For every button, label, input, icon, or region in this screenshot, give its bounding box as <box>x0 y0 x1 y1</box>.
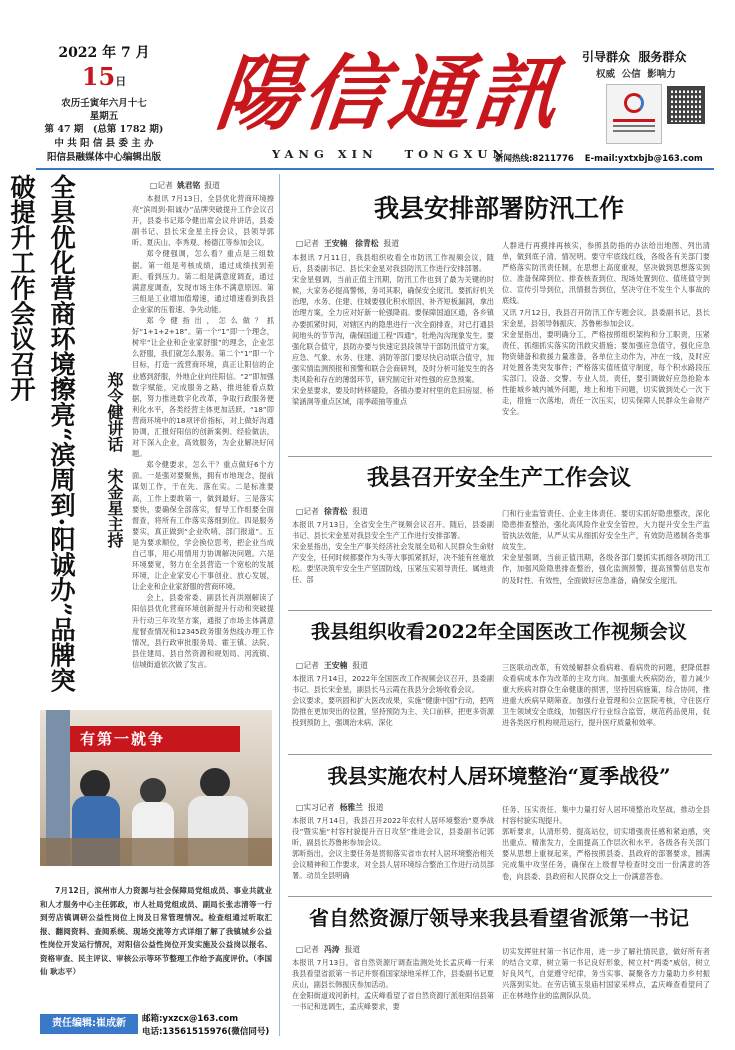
editor-phone: 电话:13561515976(微信同号) <box>142 1027 270 1037</box>
masthead-divider <box>36 168 714 170</box>
article-headline-rural: 我县实施农村人居环境整治“夏季战役” <box>327 764 671 788</box>
photo-caption: 7月12日，滨州市人力资源与社会保障局党组成员、事业共就业和人才服务中心主任郭政，市人社局党组成员、副局长张志清等一行到劳店镇调研公益性岗位上岗及日常管理情况。检查组通过听取汇报、翻阅资料、查阅系统、现场交流等方式详细了解了我镇城乡公益性岗位开发运行情况，对阳信公益性岗位开发实施及公益岗以报名、资格审查、民主评议、审核公示等环节整理工作给予高度评价。（李国仙 耿志平） <box>40 886 272 976</box>
article-byline: □记者 王安楠 徐青松 报道 <box>296 239 400 248</box>
lead-byline: □记者 姚君铭 报道 <box>150 181 220 190</box>
article-byline: □记者 徐青松 报道 <box>296 507 368 516</box>
slogan-secondary: 权威 公信 影响力 <box>596 69 676 80</box>
article-column: 三医联动改革，有效缓解群众看病难、看病贵的问题，把降低群众看病成本作为改革的主攻方向。加强重大疾病防治，着力减少重大疾病对群众生命健康的损害，坚持因病施策，综合协同，推进重大疾病早期筛查。加强行业管理和公立医院考核，守住医疗卫生领域安全底线，加强医疗行业综合监管，规范药品使用，促进各类医疗机构规范运行，提升医疗质量和效率。 <box>502 663 710 728</box>
issue-number: 第 47 期 (总第 1782 期) <box>44 124 164 135</box>
section-divider <box>288 896 712 897</box>
article-column: 任务、压实责任、集中力量打好人居环境整治攻坚战，推动全县村容村貌实现提升。 郭昕要求，认清形势、提高站位，切实增强责任感和紧迫感，突出重点、精准发力，全面提高工作层次和水平。各级各有关部门要从思想上重视起来，严格按照县委、县政府的部署要求，圆满完成集中攻坚任务，确保在上级督导检查时交出一份满意的答卷，向县委、县政府和人民群众交上一份满意答卷。 <box>502 805 710 881</box>
newspaper-title: 陽信通訊 <box>211 46 567 142</box>
article-byline: □实习记者 杨雅兰 报道 <box>296 803 384 812</box>
news-photo <box>40 710 272 866</box>
section-divider <box>288 754 712 755</box>
article-column: 本报讯 7月13日，全省安全生产视频会议召开。随后，县委副书记、县长宋金星对我县安全生产工作进行安排部署。 宋金星指出，安全生产事关经济社会发展全局和人民群众生命财产安全，任何时候都要作为头等大事抓紧抓好，决不能有丝毫放松。要坚决筑牢安全生产坚固防线，压紧压实领导责任、属地责任、部 <box>292 520 494 585</box>
article-headline-medical: 我县组织收看2022年全国医改工作视频会议 <box>311 621 687 643</box>
masthead-date-block <box>42 44 166 165</box>
sponsor: 中 共 阳 信 县 委 主 办 <box>54 138 154 149</box>
article-headline-safety: 我县召开安全生产工作会议 <box>366 465 631 491</box>
section-divider <box>288 610 712 611</box>
photo-banner: 有第一就争 <box>70 726 240 752</box>
publisher: 阳信县融媒体中心编辑出版 <box>46 152 161 163</box>
article-column: 本报讯 7月11日，我县组织收看全市防汛工作视频会议，随后，县委副书记、县长宋金星对我县防汛工作进行安排部署。 宋金星强调，当前正值主汛期，防汛工作也到了最为关键的时候，大家务必提高警惕，务司其职，确保安全度汛。要抓好机关治理，水务、住建、住城要强化积水原因，补齐短板漏洞，拿出治理方案，全力应对好新一轮强降雨。要保障国道区通，各乡镇办要抓紧时间，对辖区内的隐患进行一次全面排查，对已打通县间地头的节节沟，确保国道工程“四通”，牡绝沟沟现象发生。要强化联合值守，县防办要与快速定县段领导干部防汛值守方案，应急、气象、水务、住建、消防等部门要尽快启动联合值守，加强实情监测预报和预警和联合会商研判，及时分析可能发生的各类风险和存在的薄弱环节，研究制定针对性强的应急预案。 宋金星要求，要及时转移避险，各镇办要对村里的危旧房屋、桥梁涵洞等重点区域，雨季疏抽等重点 <box>292 253 494 407</box>
article-column: 本报讯 7月13日，省自然资源厅调查监测处处长孟庆峰一行来我县看望省派第一书记并察看国家绿地采样工作，县委副书记夏庆山，副县长韩振庆参加活动。 在金阳街道戏河新村，孟庆峰看望了省自然资源厅派驻阳信县第一书记和选调生，孟庆峰要求，要 <box>292 958 494 1012</box>
lead-headline: 全县优化营商环境擦亮“滨周到·阳诚办”品牌突破提升工作会议召开 <box>7 174 77 693</box>
news-email: E-mail:yxtxbjb@163.com <box>584 154 703 164</box>
editor-box <box>40 1014 138 1034</box>
article-headline-flood: 我县安排部署防汛工作 <box>373 194 624 223</box>
editor-name: 崔成新 <box>96 1018 126 1029</box>
lead-paragraph: 会上，县委常委、副县长肖洪刚解读了阳信县优化营商环境创新提升行动和突破提升行动三年攻坚方案，通报了市场主体满意度督查情况和12345政务服务热线办理工作情况，县行政审批服务局、霍王镇、法院、县住建局、县自然资源和规划局、河流镇、信城街道依次做了发言。 <box>132 593 274 669</box>
lead-speakers: 郑令健讲话 宋金星主持 <box>105 372 124 548</box>
lead-paragraph: 本报讯 7月13日，全县优化营商环境擦亮“滨周到·阳诚办”品牌突破提升工作会议召开，县委书记郑令健出席会议并讲话，县委副书记、县长宋金星主持会议，县领导郭昕、夏庆山、李秀观、杨德江等参加会议。 <box>132 194 274 248</box>
weekday: 星期五 <box>89 111 119 122</box>
lead-paragraph: 郑令健要求，怎么干？重点做好6个方面。一是强对要聚焦，拥有市地现念，提前谋划工作，干在先、落在实。二是标准要高，工作上要敢第一，做到最好。三是落实要快，要确保全部落实，督导工作组要全面督查，将所有工作落实落细到位。四是服务要实，真正做到“企业吹哨、部门报道”。五是为要求顺位，学会换位思考，把企业当成自己事，用心用情用力协调解决问题。六是环境要宽，努力在全县营造一个宽松的发展环境，让企业家安心干事创业、放心发展，让企业和企业家舒服的营商环境。 <box>132 460 274 592</box>
lead-paragraph: 郑令健指出，怎么做？抓好“1+1+2+18”。第一个“1”即一个理念，树牢“让企业和企业家舒服”的理念，企业怎么舒服，我们就怎么服务。第二个“1”即一个目标，打造一流营商环境，真正让阳信的企业感到舒服，外地企业向往阳信。“2”即加强数字赋能，完成服务之路，推进能看点数据，努力推进数字化改革，争取行政服务便利化水平，各类经营主体更加活跃。“18”即营商环境中的18项评价指标，对上做好沟通协调，汇报好阳信的创新案例、经验做法，对下深入企业，高效服务，为企业解决好问题。 <box>132 316 274 459</box>
lead-paragraph: 郑令健强调，怎么看？重点是三组数据。第一组是考核成绩，通过成绩找到差距、看到压力。第二组是满意度调查，通过满意度调查，发现市场主体不满意原因。第三组是工业增加值增速，通过增速看到我县企业家的压着速、争先动能。 <box>132 249 274 314</box>
article-column: 人群进行再摸排再核实，参照县防指的办法给出地图、列出清单，做到底子清、情况明。要守牢底线红线，各级各有关部门要严格落实防汛责任制，在思想上高度重视，坚决做到思想落实到位、准备保障到位、排查核查到位、现场处置到位、值班值守到位、宣传引导到位，汛情报告到位，坚决守住不发生个人事故的底线。 又讯 7月12日，我县召开防汛工作专题会议，县委副书记、县长宋金星，县领导韩振庆、苏鲁彬参加会议。 宋金星指出，要明确分工，严格按照组织架构和分工职责，压紧责任，抓细抓实落实防汛救灾措施；要加强应急值守，强化应急物资储备和救援力量准备，各单位主动作为，冲在一线，及时应对处置各类突发事件；严格落实值班值守制度，每个积水路段压实部门、设备、交警、专业人员、责任，要引调做好应急抢险本性能城乡城内城外问题，地上和地下问题，切实做到处心一次下走，措施一次落地，责任一次压实，切实保障人民群众生命财产安全。 <box>502 241 710 417</box>
section-divider <box>288 456 712 457</box>
lead-body <box>132 193 274 698</box>
newspaper-pinyin: YANG XIN TONGXUN <box>272 147 508 161</box>
date-year-month: 2022 年 7 月 <box>58 45 150 61</box>
lead-column-divider <box>279 174 280 1036</box>
article-column: 切实发挥驻村第一书记作用，进一步了解社情民意，做好所有者的结合文章，树立第一书记良好形象，树立村“两委”威信，树立好良风气，自觉遵守纪律，务当实事、凝聚各方力量助力乡村振兴落到实处。在劳店镇玉泉庙村国家采样点，孟庆峰查看望问了正在林地作业的监测队队员。 <box>502 947 710 1001</box>
article-column: 门和行业监管责任、企业主体责任。要切实抓好隐患整改，深化隐患排查整治，强化高风险作业安全管控，大力提升安全生产监管执法效能，从严从实从细抓好安全生产，有效防范遏制各类事故发生。 宋金星强调，当前正值汛期，各级各部门要抓实抓细各项防汛工作，加强风险隐患排查整治，强化监测预警，提高预警信息发布的及时性、有效性，全面做好应急准备，确保安全度汛。 <box>502 509 710 585</box>
lead-byline-names: 姚君铭 <box>176 181 201 190</box>
date-day: 15 <box>81 62 116 91</box>
news-hotline: 新闻热线:8211776 <box>495 154 574 164</box>
editor-label: 责任编辑: <box>52 1018 96 1029</box>
article-byline: □记者 冯涛 报道 <box>296 945 361 954</box>
editor-email: 邮箱:yxzcx@163.com <box>142 1014 239 1024</box>
qr-code-icon <box>667 86 705 124</box>
app-badge-icon <box>606 84 662 144</box>
contact-bar <box>495 152 713 164</box>
article-column: 本报讯 7月14日，我县召开2022年农村人居环境整治“夏季战役”暨实施“村容村貌提升百日攻坚”推进会议，县委副书记郭昕，副县长苏鲁彬参加会议。 郭昕指出，会议主要任务是贯彻落实省市农村人居环境整治相关会议精神和工作要求，对全县人居环境综合整治工作进行动员部署。动员全县明确 <box>292 816 494 881</box>
slogan-primary: 引导群众 服务群众 <box>582 50 687 64</box>
article-headline-visit: 省自然资源厅领导来我县看望省派第一书记 <box>309 906 689 930</box>
lunar-date: 农历壬寅年六月十七 <box>61 98 147 109</box>
article-column: 本报讯 7月14日，2022年全国医改工作视频会议召开，县委副书记、县长宋金星，副县长马云霞在我县分会场收看会议。 会议要求，要巩固和扩大医改成果，实施“健康中国”行动，把两防推在更加突出的位置，坚持预防为主、关口前移，把更多资源投到预防上，强调治未病、深化 <box>292 674 494 728</box>
date-day-suffix: 日 <box>115 75 127 88</box>
article-byline: □记者 王安楠 报道 <box>296 661 368 670</box>
